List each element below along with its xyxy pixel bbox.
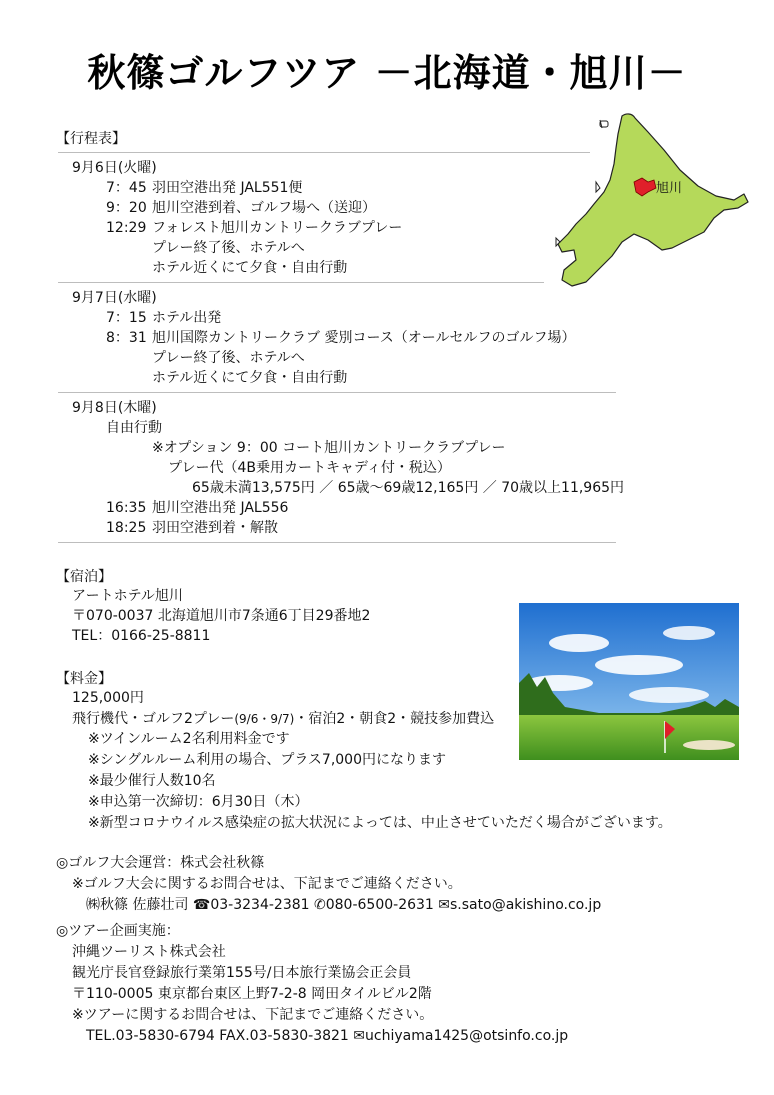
organizer-mobile[interactable]: 080-6500-2631	[325, 897, 434, 913]
day1-time-2: 9：20	[106, 200, 147, 216]
hokkaido-map	[538, 110, 752, 288]
price-note-4: ※申込第一次締切：6月30日（木）	[88, 794, 309, 810]
tour-heading: ◎ツアー企画実施：	[56, 923, 180, 939]
cloud	[549, 634, 609, 652]
hotel-name: アートホテル旭川	[72, 588, 183, 604]
tour-contact	[86, 1026, 568, 1046]
tour-fax: FAX.03-5830-3821	[219, 1028, 349, 1044]
price-amount: 125,000円	[72, 690, 144, 706]
price-heading: 【料金】	[56, 671, 112, 687]
day1-time-3: 12:29	[106, 220, 147, 236]
tour-tel[interactable]: TEL.03-5830-6794	[86, 1028, 215, 1044]
day3-option-3: 65歳未満13,575円 ／ 65歳～69歳12,165円 ／ 70歳以上11,965円	[192, 480, 625, 496]
day1-text-3: フォレスト旭川カントリークラブプレー	[152, 220, 403, 236]
day3-date: 9月8日(木曜)	[72, 400, 157, 416]
mobile-phone-icon: ✆	[314, 897, 326, 913]
day1-text-5: ホテル近くにて夕食・自由行動	[152, 260, 348, 276]
price-note-3: ※最少催行人数10名	[88, 773, 216, 789]
day3-free: 自由行動	[106, 420, 162, 436]
day3-option-2: プレー代（4B乗用カートキャディ付・税込）	[168, 460, 451, 476]
day2-date: 9月7日(水曜)	[72, 290, 157, 306]
phone-icon: ☎	[192, 897, 211, 913]
day2-time-2: 8：31	[106, 330, 147, 346]
day3-option-1: ※オプション 9：00 コート旭川カントリークラブプレー	[152, 440, 506, 456]
divider	[58, 542, 616, 543]
price-note-5: ※新型コロナウイルス感染症の拡大状況によっては、中止させていただく場合がございます。	[88, 815, 672, 831]
day1-date: 9月6日(火曜)	[72, 160, 157, 176]
cloud	[663, 626, 715, 640]
day3-time-2: 18:25	[106, 520, 147, 536]
tour-note: ※ツアーに関するお問合せは、下記までご連絡ください。	[72, 1007, 434, 1023]
hotel-address: 〒070-0037 北海道旭川市7条通6丁目29番地2	[72, 608, 371, 624]
divider	[58, 152, 590, 153]
day1-time-1: 7：45	[106, 180, 147, 196]
page-title: 秋篠ゴルフツア －北海道・旭川－	[87, 51, 687, 95]
day1-text-1: 羽田空港出発 JAL551便	[152, 180, 303, 196]
golf-course-photo	[519, 603, 739, 760]
organizer-contact-name: ㈱秋篠 佐藤壮司	[86, 897, 189, 913]
day2-text-2: 旭川国際カントリークラブ 愛別コース（オールセルフのゴルフ場）	[152, 330, 576, 346]
organizer-phone[interactable]: 03-3234-2381	[210, 897, 310, 913]
email-icon: ✉	[438, 897, 451, 913]
divider	[58, 282, 544, 283]
cloud	[595, 655, 683, 675]
day3-time-1: 16:35	[106, 500, 147, 516]
itinerary-heading: 【行程表】	[56, 131, 126, 147]
map-label-asahikawa: 旭川	[656, 181, 683, 196]
islet-shape	[596, 182, 600, 192]
organizer-contact	[86, 895, 601, 915]
fairway	[519, 715, 739, 760]
price-includes-dates: (9/6・9/7)	[234, 712, 295, 726]
day1-text-4: プレー終了後、ホテルへ	[152, 240, 305, 256]
hokkaido-land-shape	[558, 114, 748, 286]
price-includes	[72, 709, 494, 729]
day2-text-4: ホテル近くにて夕食・自由行動	[152, 370, 348, 386]
organizer-heading: ◎ゴルフ大会運営：株式会社秋篠	[56, 855, 265, 871]
day1-text-2: 旭川空港到着、ゴルフ場へ（送迎）	[152, 200, 376, 216]
hotel-tel: TEL：0166-25-8811	[72, 628, 211, 644]
price-includes-rest: ・宿泊2・朝食2・競技参加費込	[294, 711, 495, 727]
tour-address: 〒110-0005 東京都台東区上野7-2-8 岡田タイルビル2階	[72, 986, 432, 1002]
bunker	[683, 740, 735, 750]
tour-email[interactable]: uchiyama1425@otsinfo.co.jp	[365, 1028, 569, 1044]
divider	[58, 392, 616, 393]
price-note-2: ※シングルルーム利用の場合、プラス7,000円になります	[88, 752, 446, 768]
price-note-1: ※ツインルーム2名利用料金です	[88, 731, 290, 747]
day3-text-1: 旭川空港出発 JAL556	[152, 500, 289, 516]
organizer-note: ※ゴルフ大会に関するお問合せは、下記までご連絡ください。	[72, 876, 462, 892]
organizer-email[interactable]: s.sato@akishino.co.jp	[450, 897, 602, 913]
day2-text-1: ホテル出発	[152, 310, 222, 326]
cloud	[629, 687, 709, 703]
day2-time-1: 7：15	[106, 310, 147, 326]
price-includes-main: 飛行機代・ゴルフ2プレー	[72, 711, 235, 727]
tour-company: 沖縄ツーリスト株式会社	[72, 944, 226, 960]
day3-text-2: 羽田空港到着・解散	[152, 520, 278, 536]
tour-registration: 観光庁長官登録旅行業第155号/日本旅行業協会正会員	[72, 965, 412, 981]
day2-text-3: プレー終了後、ホテルへ	[152, 350, 305, 366]
email-icon: ✉	[353, 1028, 366, 1044]
hotel-heading: 【宿泊】	[56, 569, 112, 585]
